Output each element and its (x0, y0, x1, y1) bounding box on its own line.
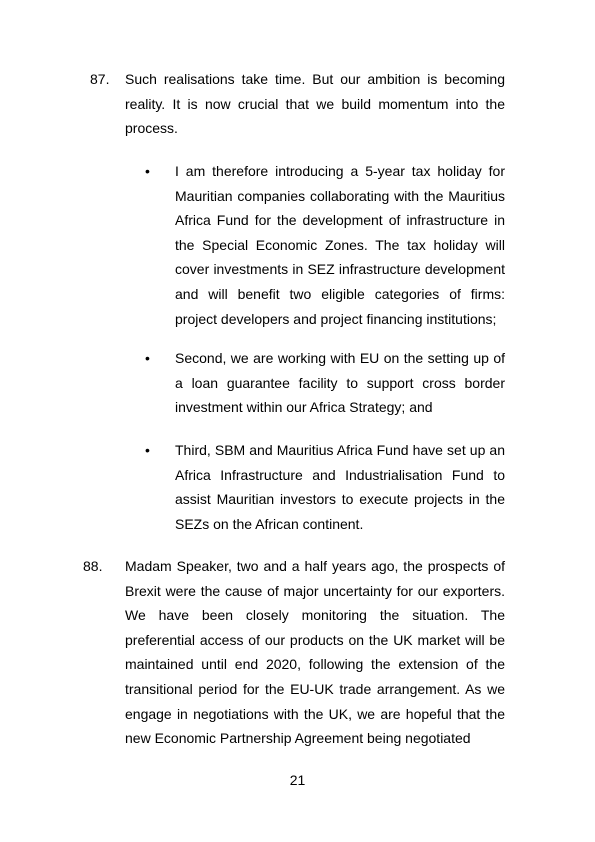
paragraph-number: 88. (83, 558, 103, 574)
bullet-icon: • (145, 442, 150, 458)
paragraph-number: 87. (90, 71, 110, 87)
bullet-icon: • (145, 163, 150, 179)
bullet-text: Second, we are working with EU on the setting up of a loan guarantee facility to support cross border investment within our Africa Strategy; and (175, 350, 505, 416)
paragraph-text: Such realisations take time. But our ambition is becoming reality. It is now crucial that we build momentum into the process. (125, 71, 505, 137)
paragraph-text: Madam Speaker, two and a half years ago, the prospects of Brexit were the cause of major uncertainty for our exporters. We have been closely monitoring the situation. The preferential access of our products on the UK market will be maintained until end 2020, following the extension of the transitional period for the EU-UK trade arrangement. As we engage in negotiations with the UK, we are hopeful that the new Economic Partnership Agreement being negotiated (125, 558, 505, 747)
page-number: 21 (289, 772, 306, 788)
bullet-text: Third, SBM and Mauritius Africa Fund have set up an Africa Infrastructure and Industrialisation Fund to assist Mauritian investors to execute projects in the SEZs on the African continent. (175, 442, 505, 532)
bullet-text: I am therefore introducing a 5-year tax holiday for Mauritian companies collaborating with the Mauritius Africa Fund for the development of infrastructure in the Special Economic Zones. The tax holiday will cover investments in SEZ infrastructure development and will benefit two eligible categories of firms: project developers and project financing institutions; (175, 163, 505, 327)
bullet-icon: • (145, 350, 150, 366)
